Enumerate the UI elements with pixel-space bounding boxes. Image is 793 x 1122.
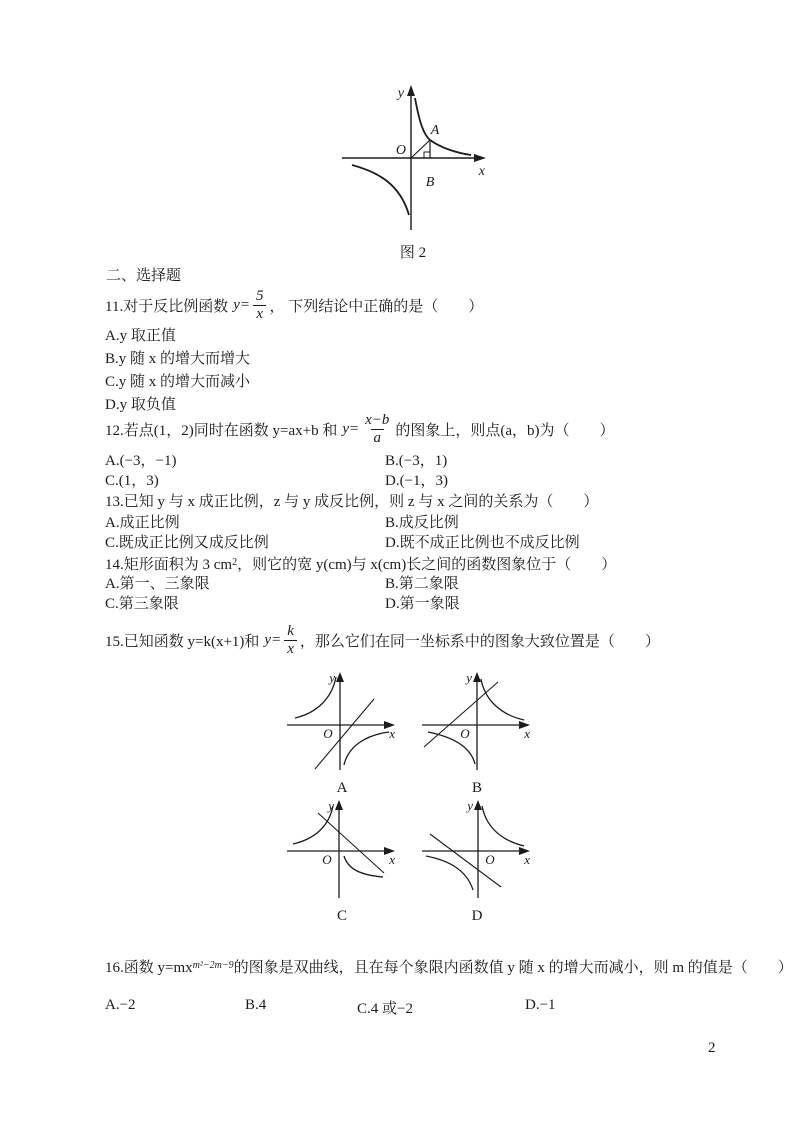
graph-caption: A (336, 780, 348, 796)
x-label: x (388, 852, 395, 867)
question-12-options (105, 451, 448, 491)
q15-fraction-numerator: k (287, 622, 294, 639)
q15-graph-c-plot (285, 798, 400, 902)
y-label: y (327, 798, 334, 813)
q15-graph-b-plot (420, 670, 535, 774)
option: B.4 (245, 997, 267, 1013)
figure2-right-angle-mark (424, 152, 430, 158)
option: D.(−1，3) (385, 473, 449, 489)
option: B.第二象限 (385, 576, 459, 592)
question-11-stem (105, 284, 483, 326)
q11-formula-lead: y= (233, 296, 250, 313)
q12-text-prefix: 12.若点(1，2)同时在函数 y=ax+b 和 (105, 422, 338, 439)
q11-text-suffix: ， 下列结论中正确的是（ ） (269, 298, 484, 315)
option: A.(−3，−1) (105, 453, 177, 469)
question-14-options (105, 574, 460, 614)
x-label: x (523, 852, 530, 867)
origin-label: O (459, 726, 470, 741)
q15-graph-a-plot (285, 670, 400, 774)
origin-label: O (484, 852, 495, 867)
option: B.成反比例 (385, 515, 459, 531)
q16-text-prefix: 16.函数 y=mx (105, 959, 193, 976)
hyperbola-q1 (482, 806, 524, 846)
option: D.y 取负值 (105, 397, 176, 413)
origin-label: O (321, 852, 332, 867)
figure2-x-label: x (478, 164, 485, 179)
option: C.4 或−2 (357, 1001, 413, 1017)
option: D.−1 (525, 997, 556, 1013)
figure2-y-arrow-icon (407, 85, 415, 96)
question-16-options (105, 997, 745, 1017)
q11-fraction (253, 288, 267, 323)
question-15-stem (105, 618, 660, 662)
q11-fraction-numerator: 5 (255, 287, 264, 304)
figure2-point-b-label: B (425, 175, 435, 190)
q12-formula-lead: y= (342, 420, 360, 437)
section-title: 二、选择题 (106, 268, 182, 284)
question-13-options (105, 513, 580, 553)
q15-graph-d (418, 798, 536, 925)
question-14-stem: 14.矩形面积为 3 cm 2 ，则它的宽 y(cm)与 x(cm)长之间的函数图象位于（ ） (105, 553, 616, 573)
option: C.y 随 x 的增大而减小 (105, 374, 251, 390)
question-12-stem (105, 408, 615, 450)
option: A.y 取正值 (105, 328, 176, 344)
option: C.第三象限 (105, 596, 179, 612)
q11-fraction-denominator: x (253, 305, 266, 323)
y-label: y (328, 670, 335, 685)
option: A.成正比例 (105, 515, 180, 531)
question-13-stem (105, 491, 598, 509)
figure2-graph (338, 84, 488, 236)
figure2-point-a-label: A (430, 123, 440, 138)
figure2-hyperbola-q3 (352, 165, 409, 215)
option: C.既成正比例又成反比例 (105, 535, 269, 551)
y-arrow-icon (335, 800, 343, 810)
q14-text-suffix: ，则它的宽 y(cm)与 x(cm)长之间的函数图象位于（ ） (237, 556, 617, 573)
q13-text: 13.已知 y 与 x 成正比例，z 与 y 成反比例，则 z 与 x 之间的关系为（ ） (105, 493, 599, 510)
q12-fraction-denominator: a (371, 429, 385, 447)
q15-graph-c (283, 798, 401, 925)
graph-caption: C (336, 908, 347, 924)
option: B.(−3，1) (385, 453, 448, 469)
origin-label: O (322, 726, 333, 741)
option: C.(1，3) (105, 473, 159, 489)
graph-caption: B (471, 780, 482, 796)
q15-graph-d-plot (420, 798, 535, 902)
option: A.−2 (105, 997, 136, 1013)
y-label: y (466, 798, 473, 813)
figure2-origin-label: O (395, 143, 406, 158)
option: D.第一象限 (385, 596, 460, 612)
q12-fraction (362, 412, 392, 447)
q15-formula-lead: y= (264, 631, 282, 648)
q12-text-suffix: 的图象上，则点(a，b)为（ ） (395, 422, 615, 439)
q15-text-prefix: 15.已知函数 y=k(x+1)和 (105, 633, 260, 650)
question-16-stem: 16.函数 y=mx m²−2m−9 的图象是双曲线，且在每个象限内函数值 y 随 x 的增大而减小，则 m 的值是（ ） (105, 954, 793, 978)
q15-fraction (284, 623, 297, 658)
page-number: 2 (708, 1040, 716, 1056)
figure2-segment-oa (411, 140, 430, 158)
q15-fraction-denominator: x (284, 640, 297, 658)
y-arrow-icon (474, 800, 482, 810)
graph-caption: D (471, 908, 483, 924)
q15-graph-b (418, 670, 536, 797)
q15-graph-a (283, 670, 401, 797)
x-label: x (388, 726, 395, 741)
option: D.既不成正比例也不成反比例 (385, 535, 580, 551)
y-arrow-icon (473, 672, 481, 682)
hyperbola-q4 (344, 732, 389, 765)
figure2-y-label: y (397, 86, 404, 101)
option: A.第一、三象限 (105, 576, 210, 592)
q14-text-prefix: 14.矩形面积为 3 cm (105, 556, 233, 573)
y-arrow-icon (336, 672, 344, 682)
figure2-x-arrow-icon (474, 154, 486, 162)
q11-text-prefix: 11.对于反比例函数 (105, 298, 229, 315)
figure2-caption: 图 2 (399, 245, 427, 261)
question-11-options (105, 325, 250, 417)
option: B.y 随 x 的增大而增大 (105, 351, 251, 367)
q12-fraction-numerator: x−b (365, 411, 390, 428)
q15-text-suffix: ，那么它们在同一坐标系中的图象大致位置是（ ） (299, 633, 660, 650)
q16-text-suffix: 的图象是双曲线，且在每个象限内函数值 y 随 x 的增大而减小，则 m 的值是（ ） (233, 959, 793, 976)
x-label: x (523, 726, 530, 741)
hyperbola-q2 (293, 806, 333, 844)
hyperbola-q1 (481, 679, 524, 720)
y-label: y (465, 670, 472, 685)
